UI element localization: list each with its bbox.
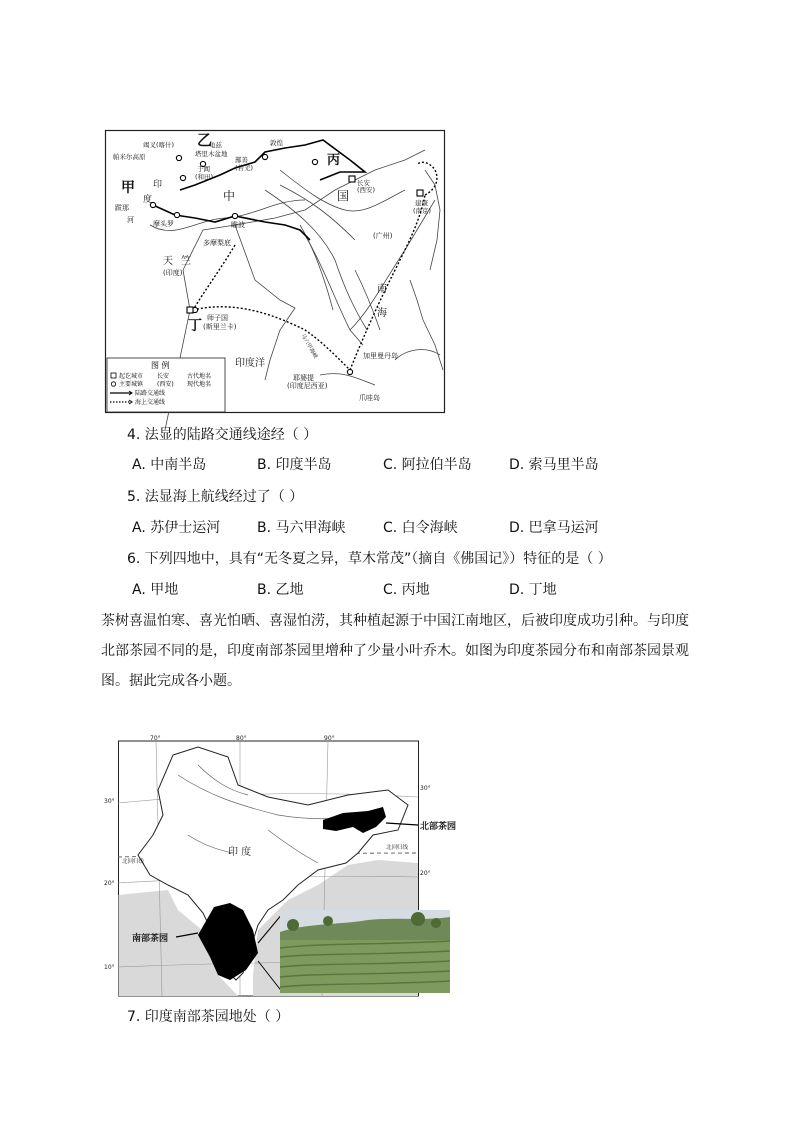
india-tea-garden-map [104, 735, 457, 997]
label-yinduyang: 印度洋 [235, 358, 265, 369]
label-lon-70: 70° [150, 735, 161, 742]
label-jiamaman: 加里曼丹岛 [363, 352, 398, 360]
label-zhu: 竺 [181, 256, 191, 267]
label-nanjing: (南京) [413, 207, 432, 215]
question-5-stem: 5. 法显海上航线经过了（ ） [127, 489, 304, 505]
label-yutian: 于阗 [197, 165, 210, 173]
label-xian: (西安) [357, 186, 376, 194]
question-4-stem: 4. 法显的陆路交通线途经（ ） [127, 427, 318, 443]
label-zhong: 中 [223, 189, 236, 203]
question-4-option-d[interactable]: D. 索马里半岛 [509, 457, 599, 473]
label-zhaowa: 爪哇岛 [359, 394, 380, 402]
label-pamir: 帕米尔高原 [113, 153, 146, 161]
legend-row3: 陆路交通线 [135, 390, 166, 397]
label-hai: 海 [377, 308, 387, 319]
question-6-option-b[interactable]: B. 乙地 [257, 582, 304, 598]
label-yin: 印 [153, 180, 163, 190]
label-yinni: (印度尼西亚) [287, 382, 328, 390]
label-yepodi: 耶婆提 [293, 374, 314, 382]
label-tropic-right: 北回归线 [386, 845, 409, 851]
label-yi: 乙 [197, 131, 213, 149]
question-6-option-d[interactable]: D. 丁地 [509, 582, 557, 598]
label-pona: 跋那 [115, 204, 129, 212]
label-changan: 长安 [357, 179, 370, 187]
legend-row1-b: 长安 [157, 373, 170, 380]
legend-title: 图 例 [151, 361, 170, 370]
legend-row2-b: (西安) [157, 381, 174, 388]
map1-legend [107, 358, 225, 412]
paragraph-line-3: 图。据此完成各小题。 [101, 673, 241, 689]
label-hetian: (和田) [195, 173, 214, 181]
label-shiziguo: 师子国 [207, 314, 228, 322]
question-6-stem: 6. 下列四地中，具有“无冬夏之异，草木常茂”（摘自《佛国记》）特征的是（ ） [127, 551, 612, 567]
faxian-route-map [105, 130, 445, 413]
south-tea-garden-photo [280, 910, 450, 993]
label-south-tea-garden: 南部茶园 [132, 934, 169, 944]
legend-row4: 海上交通线 [135, 399, 166, 406]
label-lat-30-left: 30° [104, 798, 115, 805]
question-5-option-b[interactable]: B. 马六甲海峡 [257, 520, 346, 536]
label-kashi: 竭叉(喀什) [143, 141, 175, 149]
label-he: 河 [127, 216, 134, 224]
label-qiuci: 龟兹 [209, 141, 222, 149]
tea-material-paragraph [101, 606, 699, 696]
paragraph-line-2: 北部茶园不同的是，印度南部茶园里增种了少量小叶乔木。如图为印度茶园分布和南部茶园景观 [101, 643, 689, 659]
question-5-option-c[interactable]: C. 白令海峡 [383, 520, 458, 536]
question-5-option-d[interactable]: D. 巴拿马运河 [509, 520, 599, 536]
question-4-option-b[interactable]: B. 印度半岛 [257, 457, 332, 473]
legend-row1-c: 古代地名 [187, 373, 212, 380]
label-guangzhou: (广州) [373, 232, 393, 240]
label-malacca: 马六甲海峡 [299, 333, 319, 360]
label-lat-20-left: 20° [104, 880, 115, 887]
label-lat-10-left: 10° [104, 964, 115, 971]
question-6-option-c[interactable]: C. 丙地 [383, 582, 430, 598]
label-dunhuang: 敦煌 [270, 139, 283, 147]
label-ruoqiang: (若羌) [235, 164, 254, 172]
label-lat-20-right: 20° [420, 870, 431, 877]
label-jiankang: 建康 [415, 199, 428, 207]
label-motouluo: 摩头罗 [153, 220, 174, 228]
label-nan: 南 [377, 284, 387, 295]
legend-row2-c: 现代地名 [187, 381, 212, 388]
question-5-options [132, 518, 692, 538]
question-6-option-a[interactable]: A. 甲地 [132, 582, 179, 598]
label-yindu-paren: (印度) [163, 269, 183, 277]
label-bing: 丙 [327, 153, 341, 168]
label-duomolidi: 多摩梨底 [203, 239, 231, 247]
question-6-options [132, 580, 692, 600]
label-jia: 甲 [121, 180, 135, 196]
label-lat-30-right: 30° [420, 785, 431, 792]
label-du: 度 [143, 195, 153, 205]
legend-row1-a: 起讫城市 [119, 373, 144, 380]
legend-row2-a: 主要城镇 [119, 381, 144, 388]
label-lon-90: 90° [324, 735, 335, 742]
label-lon-80: 80° [236, 735, 247, 742]
label-talimu: 塔里木盆地 [195, 150, 228, 158]
label-india: 印 度 [228, 847, 252, 858]
label-tian: 天 [163, 256, 173, 267]
paragraph-line-1: 茶树喜温怕寒、喜光怕晒、喜湿怕涝，其种植起源于中国江南地区，后被印度成功引种。与印度 [101, 613, 689, 629]
question-5-option-a[interactable]: A. 苏伊士运河 [132, 520, 221, 536]
label-tropic-left: 北回归线 [122, 859, 145, 865]
label-north-tea-garden: 北部茶园 [420, 822, 457, 832]
label-zhanbo: 瞻波 [231, 221, 245, 229]
label-shanshan: 鄯善 [235, 156, 248, 164]
question-4-options [132, 455, 692, 475]
question-4-option-a[interactable]: A. 中南半岛 [132, 457, 207, 473]
label-guo: 国 [337, 189, 350, 203]
label-ding: 丁 [188, 318, 202, 334]
label-sililanka: (斯里兰卡) [203, 323, 237, 331]
question-4-option-c[interactable]: C. 阿拉伯半岛 [383, 457, 472, 473]
question-7-stem: 7. 印度南部茶园地处（ ） [127, 1009, 290, 1025]
